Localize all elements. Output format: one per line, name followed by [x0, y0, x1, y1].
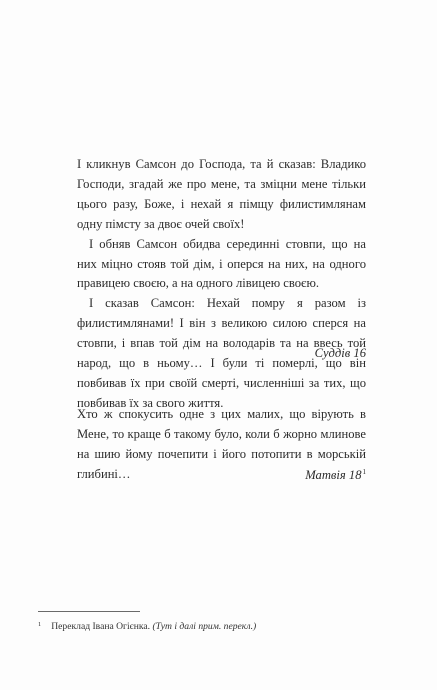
epigraph-attribution — [305, 463, 366, 485]
footnote-note: (Тут і далі прим. перекл.) — [152, 621, 257, 632]
attribution-text: Матвія 18 — [305, 468, 362, 482]
epigraph-paragraph: І кликнув Самсон до Господа, та й сказав: Владико Господи, згадай же про мене, та зміцни мене тільки цього разу, Боже, і нехай я пімщу филистимлянам одну пімсту за двоє очей своїх! — [77, 157, 366, 231]
epigraph-paragraph: І обняв Самсон обидва серединні стовпи, що на них міцно стояв той дім, і оперся на них, на одного правицею своєю, а на одного лівицею своєю. — [77, 236, 366, 291]
epigraph-attribution — [315, 344, 366, 363]
footnote-number: 1 — [38, 621, 42, 628]
attribution-text: Суддів 16 — [314, 346, 366, 360]
footnote-text: Переклад Івана Огієнка. — [51, 621, 151, 632]
epigraph-paragraph: І сказав Самсон: Нехай помру я разом із филистимлянами! І він з великою силою сперся на стовпи, і впав той дім на володарів та на ввесь той народ, що в ньому… І були ті померлі, що він повбивав їх при своїй смерті, численніші за тих, що повбивав їх за свого життя. — [77, 296, 366, 410]
epigraph-samson — [77, 155, 366, 414]
footnote-reference: 1 — [362, 468, 366, 476]
footnote — [38, 618, 256, 633]
epigraph-paragraph: Хто ж спокусить одне з цих малих, що вірують в Мене, то краще б такому було, коли б жорно млинове на шию йому почепити і його потопити в морській глибині… — [77, 407, 366, 481]
footnote-divider — [38, 611, 140, 612]
